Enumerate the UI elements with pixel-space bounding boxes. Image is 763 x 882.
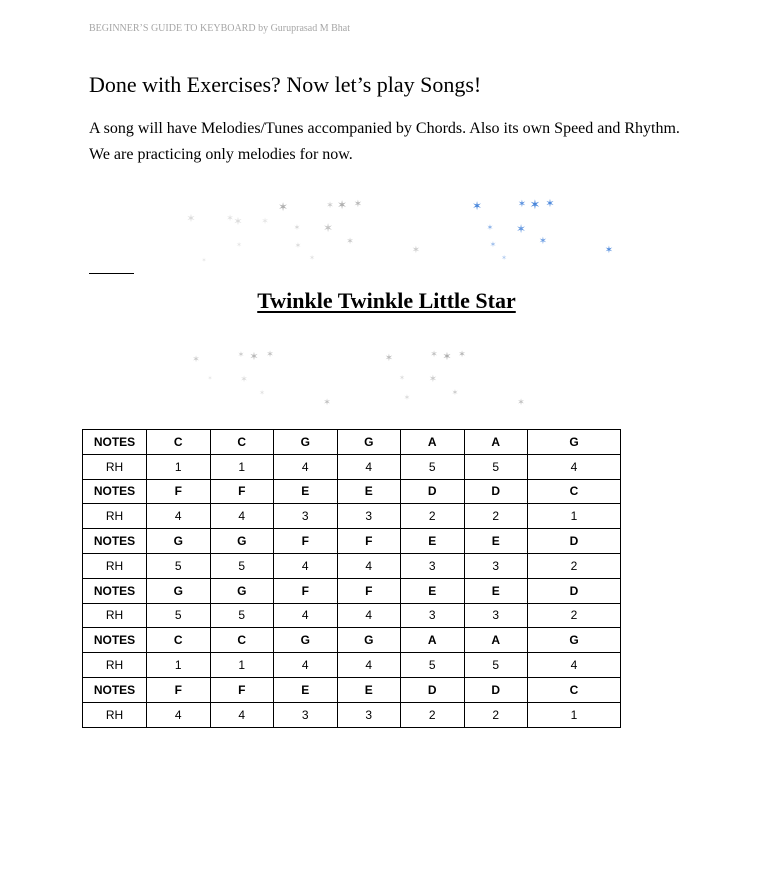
finger-cell: 5 [210, 553, 274, 578]
star-icon: ✶ [486, 223, 494, 232]
song-title [0, 288, 763, 315]
rh-row [83, 603, 621, 628]
note-cell: F [274, 578, 338, 603]
star-icon: ✶ [529, 198, 541, 213]
finger-cell: 4 [274, 553, 338, 578]
notes-row [83, 578, 621, 603]
finger-cell: 3 [337, 504, 401, 529]
star-icon: ✶ [430, 350, 438, 360]
note-cell: E [401, 529, 465, 554]
star-decoration [0, 0, 763, 420]
star-icon: ✶ [259, 389, 265, 397]
notes-label: NOTES [83, 578, 147, 603]
intro-paragraph: A song will have Melodies/Tunes accompanied by Chords. Also its own Speed and Rhythm. We are practicing only melodies for now. [89, 120, 680, 163]
rh-label: RH [83, 702, 147, 727]
note-cell: E [464, 578, 528, 603]
notes-row [83, 677, 621, 702]
note-cell: D [464, 677, 528, 702]
finger-cell: 5 [147, 553, 211, 578]
star-icon: ✶ [249, 350, 259, 363]
note-cell: E [401, 578, 465, 603]
finger-cell: 1 [528, 702, 621, 727]
finger-cell: 5 [464, 454, 528, 479]
finger-cell: 2 [401, 504, 465, 529]
note-cell: F [147, 677, 211, 702]
star-icon: ✶ [277, 200, 289, 214]
note-cell: A [464, 628, 528, 653]
star-icon: ✶ [261, 217, 269, 227]
star-icon: ✶ [322, 221, 334, 235]
finger-cell: 3 [274, 504, 338, 529]
notes-row [83, 430, 621, 455]
finger-cell: 3 [274, 702, 338, 727]
note-cell: G [210, 529, 274, 554]
star-icon: ✶ [442, 350, 452, 363]
finger-cell: 4 [274, 454, 338, 479]
note-cell: E [337, 677, 401, 702]
star-icon: ✶ [346, 237, 354, 247]
star-icon: ✶ [226, 214, 234, 224]
note-cell: A [401, 430, 465, 455]
finger-cell: 2 [401, 702, 465, 727]
star-icon: ✶ [517, 199, 527, 210]
star-icon: ✶ [326, 201, 334, 211]
star-icon: ✶ [207, 375, 213, 382]
finger-cell: 4 [337, 603, 401, 628]
finger-cell: 4 [210, 504, 274, 529]
finger-cell: 4 [147, 702, 211, 727]
note-cell: E [274, 479, 338, 504]
rh-row [83, 504, 621, 529]
note-cell: D [528, 529, 621, 554]
star-icon: ✶ [604, 245, 614, 256]
star-icon: ✶ [201, 257, 207, 264]
note-cell: C [147, 430, 211, 455]
finger-cell: 4 [337, 454, 401, 479]
rh-row [83, 702, 621, 727]
notes-table [82, 429, 621, 728]
note-cell: F [274, 529, 338, 554]
notes-label: NOTES [83, 529, 147, 554]
note-cell: C [147, 628, 211, 653]
notes-label: NOTES [83, 430, 147, 455]
note-cell: C [528, 479, 621, 504]
note-cell: G [528, 628, 621, 653]
finger-cell: 3 [464, 553, 528, 578]
rh-row [83, 454, 621, 479]
song-title-text: Twinkle Twinkle Little Star [257, 288, 516, 313]
star-icon: ✶ [403, 393, 411, 402]
star-icon: ✶ [192, 355, 200, 365]
finger-cell: 5 [401, 653, 465, 678]
star-icon: ✶ [237, 350, 245, 359]
note-cell: A [464, 430, 528, 455]
note-cell: G [147, 578, 211, 603]
rh-label: RH [83, 504, 147, 529]
rh-label: RH [83, 603, 147, 628]
finger-cell: 1 [147, 653, 211, 678]
finger-cell: 4 [274, 603, 338, 628]
note-cell: G [337, 628, 401, 653]
star-icon: ✶ [501, 254, 507, 262]
finger-cell: 5 [464, 653, 528, 678]
rh-row [83, 553, 621, 578]
note-cell: F [147, 479, 211, 504]
note-cell: C [210, 430, 274, 455]
rh-row [83, 653, 621, 678]
finger-cell: 4 [528, 454, 621, 479]
star-icon: ✶ [294, 241, 302, 250]
notes-label: NOTES [83, 479, 147, 504]
finger-cell: 5 [401, 454, 465, 479]
note-cell: G [147, 529, 211, 554]
star-icon: ✶ [293, 223, 301, 232]
finger-cell: 4 [337, 553, 401, 578]
finger-cell: 4 [210, 702, 274, 727]
note-cell: D [401, 677, 465, 702]
star-icon: ✶ [336, 198, 348, 212]
finger-cell: 3 [337, 702, 401, 727]
notes-row [83, 479, 621, 504]
rh-label: RH [83, 653, 147, 678]
star-icon: ✶ [545, 197, 555, 210]
notes-row [83, 529, 621, 554]
finger-cell: 1 [147, 454, 211, 479]
star-icon: ✶ [233, 215, 243, 228]
note-cell: D [464, 479, 528, 504]
star-icon: ✶ [236, 241, 242, 249]
notes-label: NOTES [83, 628, 147, 653]
finger-cell: 2 [464, 504, 528, 529]
finger-cell: 4 [147, 504, 211, 529]
note-cell: A [401, 628, 465, 653]
note-cell: F [210, 677, 274, 702]
star-icon: ✶ [538, 236, 548, 247]
finger-cell: 4 [528, 653, 621, 678]
star-icon: ✶ [240, 375, 248, 385]
rh-label: RH [83, 553, 147, 578]
note-cell: E [274, 677, 338, 702]
star-icon: ✶ [399, 374, 405, 382]
star-icon: ✶ [353, 199, 363, 210]
star-icon: ✶ [323, 398, 331, 408]
note-cell: G [274, 628, 338, 653]
note-cell: D [528, 578, 621, 603]
note-cell: G [210, 578, 274, 603]
finger-cell: 3 [464, 603, 528, 628]
notes-label: NOTES [83, 677, 147, 702]
star-icon: ✶ [451, 388, 459, 397]
note-cell: C [528, 677, 621, 702]
note-cell: G [274, 430, 338, 455]
star-icon: ✶ [489, 240, 497, 249]
star-icon: ✶ [471, 199, 483, 213]
star-icon: ✶ [186, 212, 196, 225]
finger-cell: 4 [337, 653, 401, 678]
finger-cell: 2 [464, 702, 528, 727]
star-icon: ✶ [266, 350, 274, 360]
note-cell: G [528, 430, 621, 455]
star-icon: ✶ [517, 398, 525, 408]
rh-label: RH [83, 454, 147, 479]
star-icon: ✶ [458, 350, 466, 360]
star-icon: ✶ [384, 353, 394, 364]
finger-cell: 1 [210, 653, 274, 678]
finger-cell: 2 [528, 553, 621, 578]
note-cell: C [210, 628, 274, 653]
finger-cell: 2 [528, 603, 621, 628]
finger-cell: 5 [147, 603, 211, 628]
note-cell: G [337, 430, 401, 455]
finger-cell: 3 [401, 553, 465, 578]
note-cell: E [337, 479, 401, 504]
finger-cell: 3 [401, 603, 465, 628]
finger-cell: 5 [210, 603, 274, 628]
note-cell: F [337, 578, 401, 603]
note-cell: D [401, 479, 465, 504]
short-rule [89, 273, 134, 274]
star-icon: ✶ [428, 374, 438, 385]
star-icon: ✶ [515, 222, 527, 236]
running-header: BEGINNER’S GUIDE TO KEYBOARD by Guruprasad M Bhat [89, 23, 351, 34]
finger-cell: 1 [528, 504, 621, 529]
star-icon: ✶ [411, 245, 421, 256]
note-cell: F [337, 529, 401, 554]
star-icon: ✶ [309, 254, 315, 262]
notes-row [83, 628, 621, 653]
note-cell: E [464, 529, 528, 554]
page-heading: Done with Exercises? Now let’s play Songs! [89, 72, 482, 97]
note-cell: F [210, 479, 274, 504]
finger-cell: 4 [274, 653, 338, 678]
finger-cell: 1 [210, 454, 274, 479]
